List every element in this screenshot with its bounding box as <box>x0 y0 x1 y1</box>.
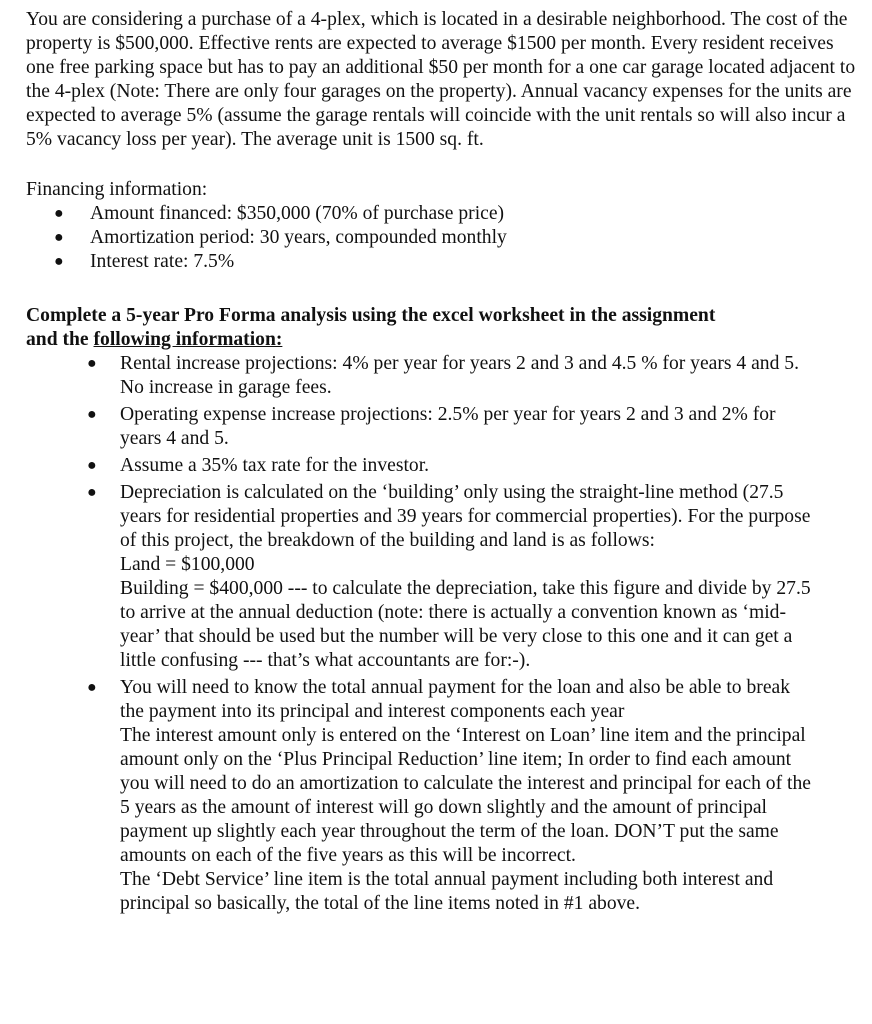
bullet-icon: ● <box>87 457 97 474</box>
loan-payment-text: You will need to know the total annual payment for the loan and also be able to break the payment into its principal and interest components each year <box>120 677 791 722</box>
bullet-icon: ● <box>87 484 97 501</box>
list-item <box>26 481 856 673</box>
list-item <box>26 202 856 226</box>
bullet-icon: ● <box>87 355 97 372</box>
financing-amortization: Amortization period: 30 years, compounded monthly <box>90 227 507 248</box>
land-value: Land = $100,000 <box>120 554 255 575</box>
financing-amount: Amount financed: $350,000 (70% of purchase price) <box>90 203 505 224</box>
bullet-icon: ● <box>54 205 64 222</box>
spacer <box>26 274 856 304</box>
financing-interest-rate: Interest rate: 7.5% <box>90 251 235 272</box>
list-item <box>26 676 856 916</box>
list-item <box>26 226 856 250</box>
document-body <box>26 8 856 919</box>
bullet-icon: ● <box>54 253 64 270</box>
rental-increase-text: Rental increase projections: 4% per year for years 2 and 3 and 4.5 % for years 4 and 5. No increase in garage fees. <box>120 353 799 398</box>
opex-increase-text: Operating expense increase projections: 2.5% per year for years 2 and 3 and 2% for years 4 and 5. <box>120 404 776 449</box>
intro-paragraph: You are considering a purchase of a 4-plex, which is located in a desirable neighborhood. The cost of the property is $500,000. Effective rents are expected to average $1500 per month. Every resident receives one free parking space but has to pay an additional $50 per month for a one car garage located adjacent to the 4-plex (Note: There are only four garages on the property). Annual vacancy expenses for the units are expected to average 5% (assume the garage rentals will coincide with the unit rentals so will also incur a 5% vacancy loss per year). The average unit is 1500 sq. ft. <box>26 9 856 150</box>
task-heading <box>26 304 856 352</box>
bullet-icon: ● <box>87 406 97 423</box>
loan-amortization-text: The interest amount only is entered on the ‘Interest on Loan’ line item and the principal amount only on the ‘Plus Principal Reduction’ line item; In order to find each amount you will need to do an amortization to calculate the interest and principal for each of the 5 years as the amount of interest will go down slightly and the amount of principal payment up slightly each year throughout the term of the loan. DON’T put the same amounts on each of the five years as this will be incorrect. <box>120 725 811 866</box>
task-heading-line2-underlined: following information: <box>93 329 283 350</box>
tax-rate-text: Assume a 35% tax rate for the investor. <box>120 455 430 476</box>
task-heading-line2-plain: and the <box>26 329 94 350</box>
spacer <box>26 152 856 178</box>
bullet-icon: ● <box>87 679 97 696</box>
financing-list <box>26 202 856 274</box>
task-list <box>26 352 856 916</box>
list-item <box>26 403 856 451</box>
bullet-icon: ● <box>54 229 64 246</box>
list-item <box>26 352 856 400</box>
debt-service-text: The ‘Debt Service’ line item is the total annual payment including both interest and principal so basically, the total of the line items noted in #1 above. <box>120 869 774 914</box>
list-item <box>26 250 856 274</box>
list-item <box>26 454 856 478</box>
building-value: Building = $400,000 --- to calculate the depreciation, take this figure and divide by 27.5 to arrive at the annual deduction (note: there is actually a convention known as ‘mid-year’ that should be used but the number will be very close to this one and it can get a little confusing --- that’s what accountants are for:-). <box>120 578 811 671</box>
task-heading-line1: Complete a 5-year Pro Forma analysis using the excel worksheet in the assignment <box>26 305 716 326</box>
depreciation-text: Depreciation is calculated on the ‘building’ only using the straight-line method (27.5 years for residential properties and 39 years for commercial properties). For the purpose of this project, the breakdown of the building and land is as follows: <box>120 482 811 551</box>
financing-title: Financing information: <box>26 179 208 200</box>
